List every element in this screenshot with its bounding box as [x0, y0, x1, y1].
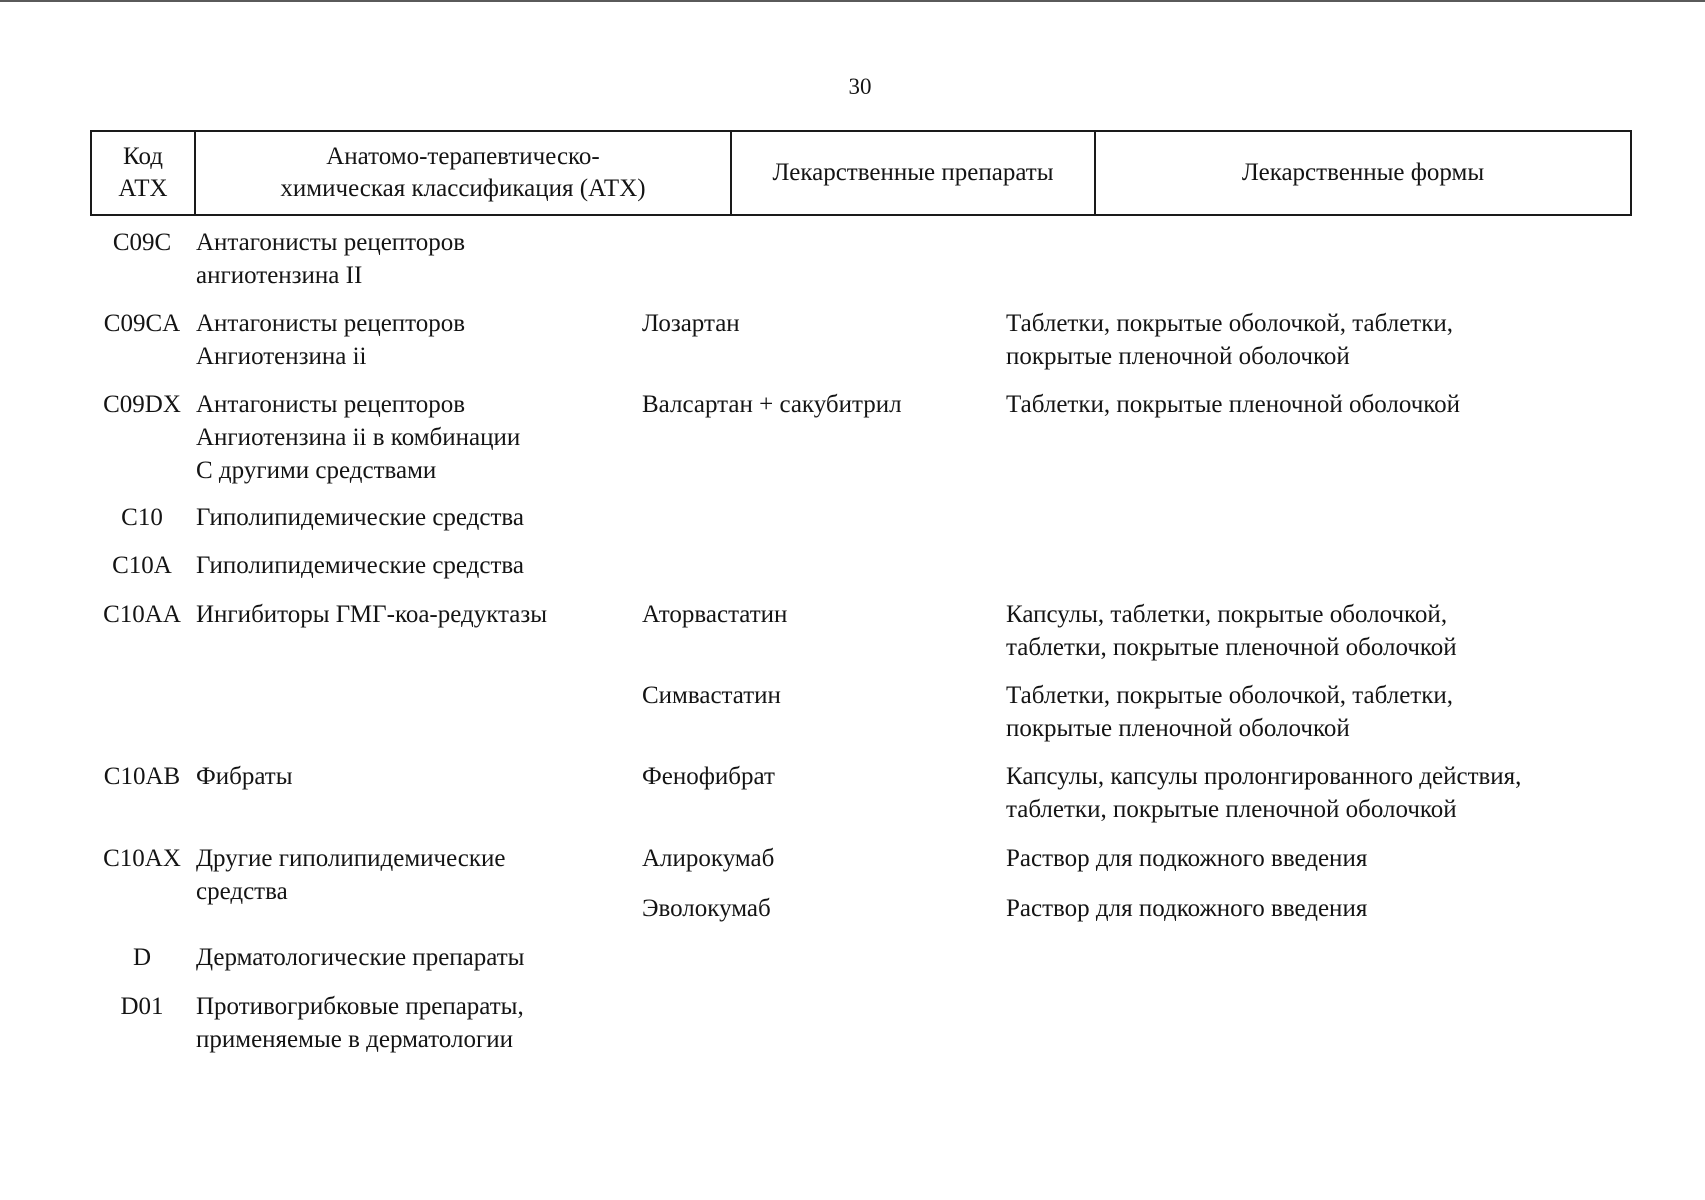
atc-classification: Противогрибковые препараты, применяемые в дерматологии [196, 993, 524, 1053]
atc-classification: Другие гиполипидемические средства [196, 845, 506, 905]
atc-classification: Антагонисты рецепторов Ангиотензина ii [196, 310, 466, 370]
header-classification-line2: химическая классификация (АТХ) [280, 175, 646, 202]
table-header [90, 130, 1632, 216]
atc-code: C09DX [103, 391, 181, 418]
dosage-form: Таблетки, покрытые оболочкой, таблетки, покрытые пленочной оболочкой [1006, 682, 1453, 742]
atc-code: C10A [112, 552, 172, 579]
dosage-form: Таблетки, покрытые пленочной оболочкой [1006, 391, 1461, 418]
header-classification-line1: Анатомо-терапевтическо- [326, 143, 600, 170]
atc-code: C09C [112, 229, 172, 256]
atc-code: C10AB [103, 763, 181, 790]
atc-code: C09CA [103, 310, 181, 337]
header-forms-cell [1096, 132, 1630, 214]
atc-classification: Гиполипидемические средства [196, 504, 524, 531]
header-classification-cell [196, 132, 732, 214]
atc-classification: Гиполипидемические средства [196, 552, 524, 579]
atc-classification: Дерматологические препараты [196, 944, 525, 971]
header-drugs: Лекарственные препараты [772, 159, 1054, 186]
drug-name: Валсартан + сакубитрил [642, 391, 902, 418]
dosage-form: Капсулы, таблетки, покрытые оболочкой, таблетки, покрытые пленочной оболочкой [1006, 601, 1457, 661]
page-top-edge [0, 0, 1705, 2]
header-forms: Лекарственные формы [1241, 159, 1485, 186]
header-code-cell [92, 132, 196, 214]
dosage-form: Раствор для подкожного введения [1006, 895, 1368, 922]
atc-code: D01 [120, 993, 164, 1020]
header-code-line1: Код [123, 143, 163, 170]
dosage-form: Таблетки, покрытые оболочкой, таблетки, покрытые пленочной оболочкой [1006, 310, 1453, 370]
drug-name: Аторвастатин [642, 601, 788, 628]
drug-name: Фенофибрат [642, 763, 775, 790]
drug-name: Лозартан [642, 310, 740, 337]
atc-classification: Антагонисты рецепторов Ангиотензина ii в комбинации С другими средствами [196, 391, 521, 484]
atc-classification: Фибраты [196, 763, 293, 790]
drug-name: Эволокумаб [642, 895, 771, 922]
dosage-form: Капсулы, капсулы пролонгированного действия, таблетки, покрытые пленочной оболочкой [1006, 763, 1522, 823]
atc-classification: Ингибиторы ГМГ-коа-редуктазы [196, 601, 548, 628]
dosage-form: Раствор для подкожного введения [1006, 845, 1368, 872]
atc-code: C10 [121, 504, 163, 531]
page-number: 30 [848, 74, 872, 99]
atc-code: C10AA [103, 601, 181, 628]
drug-name: Алирокумаб [642, 845, 775, 872]
atc-code: D [132, 944, 152, 971]
header-code-line2: АТХ [118, 175, 168, 202]
drug-name: Симвастатин [642, 682, 781, 709]
header-drugs-cell [732, 132, 1096, 214]
atc-code: C10AX [103, 845, 181, 872]
atc-classification: Антагонисты рецепторов ангиотензина II [196, 229, 466, 289]
